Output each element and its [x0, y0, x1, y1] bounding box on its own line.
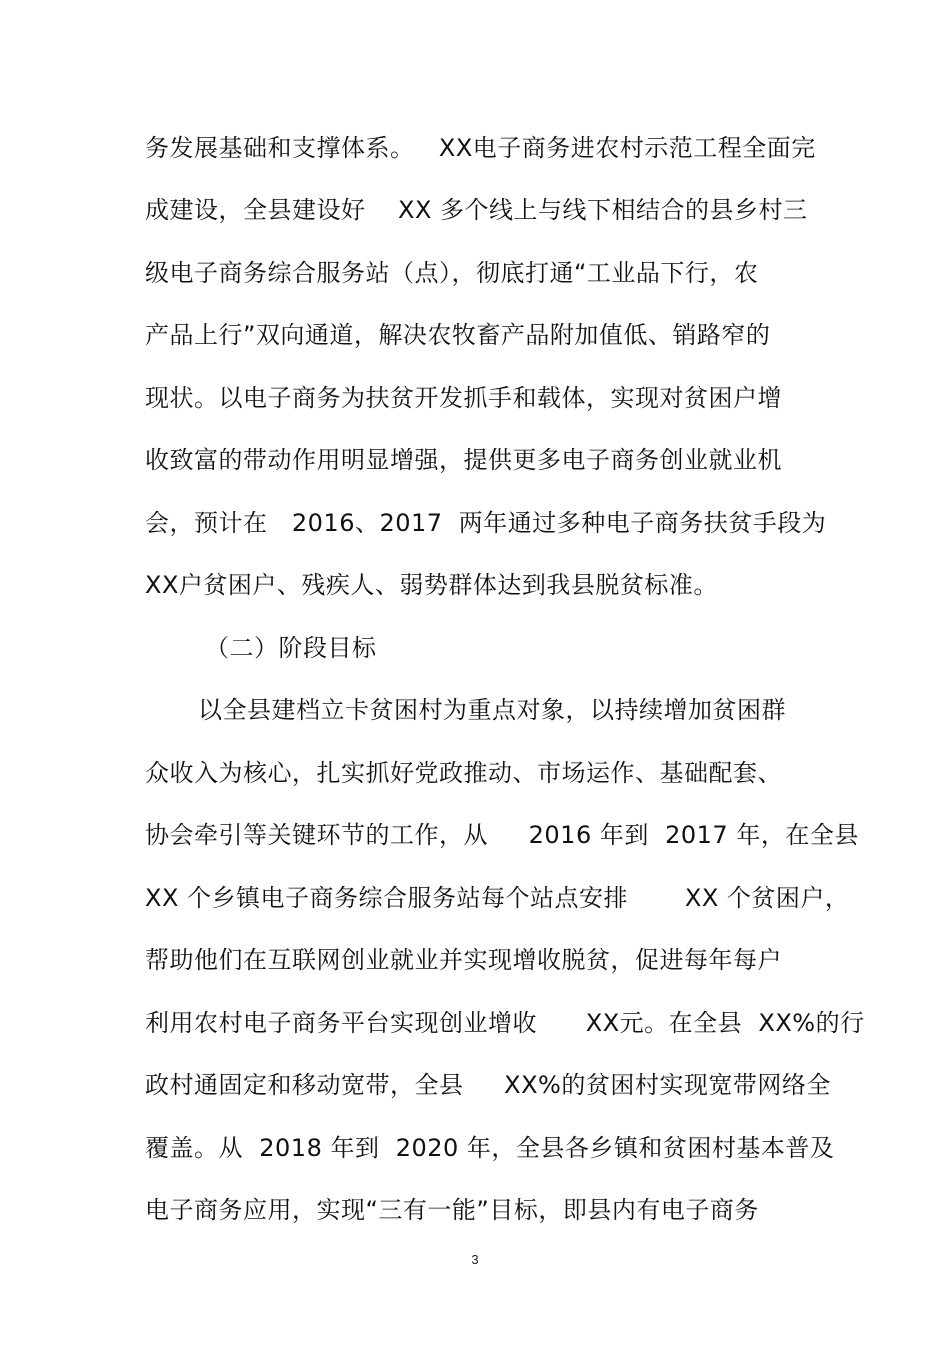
paragraph2-line-3: 协会牵引等关键环节的工作，从 2016 年到 2017 年，在全县 — [145, 821, 859, 849]
paragraph1-line-3: 级电子商务综合服务站（点），彻底打通“工业品下行，农 — [145, 259, 759, 287]
paragraph2-line-9: 电子商务应用，实现“三有一能”目标，即县内有电子商务 — [145, 1196, 759, 1224]
paragraph1-line-7: 会，预计在 2016、2017 两年通过多种电子商务扶贫手段为 — [145, 509, 827, 537]
page-number: 3 — [471, 1252, 479, 1267]
paragraph2-line-5: 帮助他们在互联网创业就业并实现增收脱贫，促进每年每户 — [145, 946, 782, 974]
paragraph1-line-2: 成建设，全县建设好 XX 多个线上与线下相结合的县乡村三 — [145, 196, 808, 224]
paragraph1-line-4: 产品上行”双向通道，解决农牧畜产品附加值低、销路窄的 — [145, 321, 771, 349]
paragraph2-line-4: XX 个乡镇电子商务综合服务站每个站点安排 XX 个贫困户， — [145, 884, 850, 912]
paragraph2-line-1: 以全县建档立卡贫困村为重点对象，以持续增加贫困群 — [198, 696, 786, 724]
paragraph1-line-1: 务发展基础和支撑体系。 XX电子商务进农村示范工程全面完 — [145, 134, 816, 162]
paragraph2-line-6: 利用农村电子商务平台实现创业增收 XX元。在全县 XX%的行 — [145, 1009, 865, 1037]
paragraph2-line-8: 覆盖。从 2018 年到 2020 年，全县各乡镇和贫困村基本普及 — [145, 1134, 835, 1162]
paragraph2-line-7: 政村通固定和移动宽带，全县 XX%的贫困村实现宽带网络全 — [145, 1071, 831, 1099]
section-heading: （二）阶段目标 — [205, 634, 377, 662]
paragraph1-line-8: XX户贫困户、残疾人、弱势群体达到我县脱贫标准。 — [145, 571, 718, 599]
paragraph1-line-5: 现状。以电子商务为扶贫开发抓手和载体，实现对贫困户增 — [145, 384, 782, 412]
paragraph2-line-2: 众收入为核心，扎实抓好党政推动、市场运作、基础配套、 — [145, 759, 782, 787]
paragraph1-line-6: 收致富的带动作用明显增强，提供更多电子商务创业就业机 — [145, 446, 782, 474]
